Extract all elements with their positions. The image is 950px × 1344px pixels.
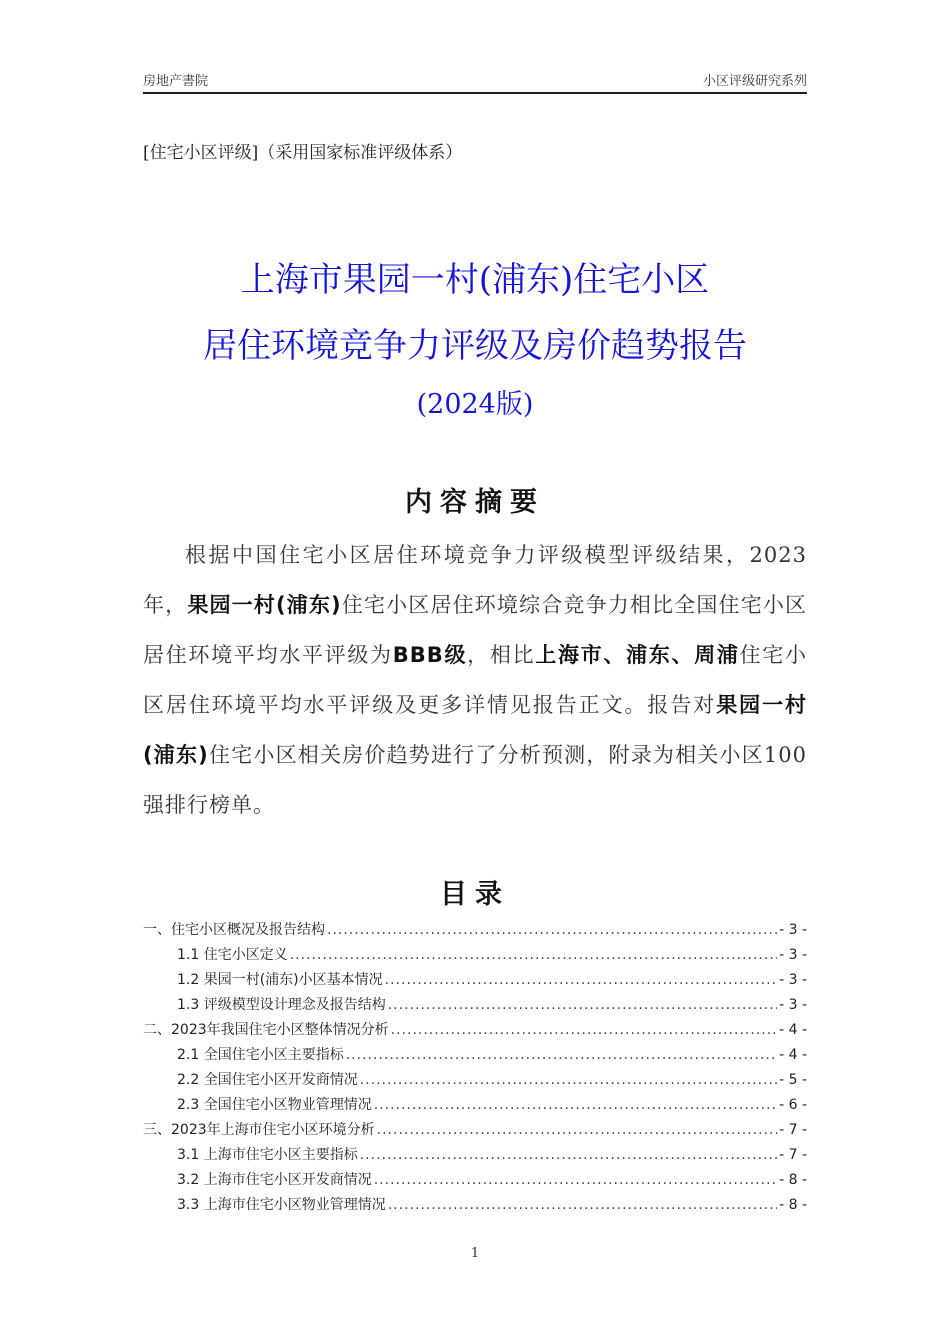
toc-entry-label: 3.1 上海市住宅小区主要指标: [177, 1147, 358, 1163]
series-name: 小区评级研究系列: [702, 74, 807, 89]
toc-entry-label: 一、住宅小区概况及报告结构: [143, 922, 325, 938]
toc-entry[interactable]: [143, 943, 807, 968]
toc-leader-dots: [374, 1093, 777, 1118]
toc-entry-label: 3.3 上海市住宅小区物业管理情况: [177, 1197, 386, 1213]
toc-entry-page: - 3 -: [779, 972, 807, 988]
toc-entry-page: - 7 -: [779, 1122, 807, 1138]
toc-entry-label: 二、2023年我国住宅小区整体情况分析: [143, 1022, 389, 1038]
toc-entry-page: - 6 -: [779, 1097, 807, 1113]
toc-entry-label: 2.2 全国住宅小区开发商情况: [177, 1072, 358, 1088]
toc-entry-label: 2.3 全国住宅小区物业管理情况: [177, 1097, 372, 1113]
toc-entry-label: 1.3 评级模型设计理念及报告结构: [177, 997, 386, 1013]
abstract-text: ，相比: [467, 643, 536, 667]
toc-entry-label: 1.1 住宅小区定义: [177, 947, 288, 963]
abstract-body: [143, 530, 807, 830]
abstract-bold-rating: BBB级: [392, 643, 468, 667]
toc-entry[interactable]: [143, 1068, 807, 1093]
toc-leader-dots: [290, 943, 777, 968]
abstract-heading: 内容摘要: [405, 487, 545, 518]
publisher-name: 房地产書院: [143, 74, 209, 89]
toc-entry[interactable]: [143, 968, 807, 993]
toc-entry-page: - 3 -: [779, 947, 807, 963]
toc-entry-page: - 4 -: [779, 1047, 807, 1063]
toc-entry-page: - 7 -: [779, 1147, 807, 1163]
toc-entry[interactable]: [143, 1043, 807, 1068]
toc-leader-dots: [360, 1068, 777, 1093]
report-edition: (2024版): [416, 389, 534, 420]
abstract-bold-community: 果园一村(浦东): [143, 693, 808, 767]
toc-leader-dots: [374, 1168, 777, 1193]
page-header: [143, 66, 807, 94]
toc-leader-dots: [391, 1018, 777, 1043]
abstract-text: 根据中国住宅小区居住环境竞争力评级模型评级结果，2023年，: [143, 543, 807, 617]
table-of-contents: [143, 918, 807, 1218]
toc-leader-dots: [327, 918, 777, 943]
page-number: 1: [470, 1246, 480, 1261]
report-category: [住宅小区评级]（采用国家标准评级体系）: [143, 143, 463, 163]
toc-entry-page: - 5 -: [779, 1072, 807, 1088]
abstract-text: 住宅小区居住环境平均水平评级及更多详情见报告正文。报告对: [143, 643, 808, 717]
toc-entry[interactable]: [143, 993, 807, 1018]
toc-entry-label: 三、2023年上海市住宅小区环境分析: [143, 1122, 375, 1138]
abstract-paragraph: [143, 530, 807, 830]
toc-entry-label: 3.2 上海市住宅小区开发商情况: [177, 1172, 372, 1188]
toc-entry-page: - 3 -: [779, 922, 807, 938]
abstract-text: 住宅小区相关房价趋势进行了分析预测，附录为相关小区100强排行榜单。: [143, 743, 807, 817]
toc-heading: 目录: [440, 879, 510, 910]
toc-leader-dots: [388, 993, 777, 1018]
toc-leader-dots: [388, 1193, 777, 1218]
toc-entry-page: - 8 -: [779, 1172, 807, 1188]
toc-entry-page: - 3 -: [779, 997, 807, 1013]
toc-entry[interactable]: [143, 1118, 807, 1143]
report-title-line2: 居住环境竞争力评级及房价趋势报告: [203, 326, 747, 366]
report-title-line1: 上海市果园一村(浦东)住宅小区: [240, 260, 710, 300]
toc-entry-page: - 8 -: [779, 1197, 807, 1213]
abstract-bold-regions: 上海市、浦东、周浦: [535, 643, 740, 667]
toc-leader-dots: [377, 1118, 777, 1143]
abstract-text: 住宅小区居住环境综合竞争力相比全国住宅小区居住环境平均水平评级为: [143, 593, 808, 667]
toc-entry[interactable]: [143, 918, 807, 943]
toc-leader-dots: [360, 1143, 777, 1168]
toc-entry[interactable]: [143, 1093, 807, 1118]
toc-entry-label: 1.2 果园一村(浦东)小区基本情况: [177, 972, 383, 988]
toc-leader-dots: [346, 1043, 777, 1068]
toc-entry[interactable]: [143, 1193, 807, 1218]
toc-entry-page: - 4 -: [779, 1022, 807, 1038]
toc-leader-dots: [385, 968, 777, 993]
toc-entry[interactable]: [143, 1143, 807, 1168]
abstract-bold-community: 果园一村(浦东): [187, 593, 342, 617]
toc-entry-label: 2.1 全国住宅小区主要指标: [177, 1047, 344, 1063]
toc-entry[interactable]: [143, 1018, 807, 1043]
toc-entry[interactable]: [143, 1168, 807, 1193]
